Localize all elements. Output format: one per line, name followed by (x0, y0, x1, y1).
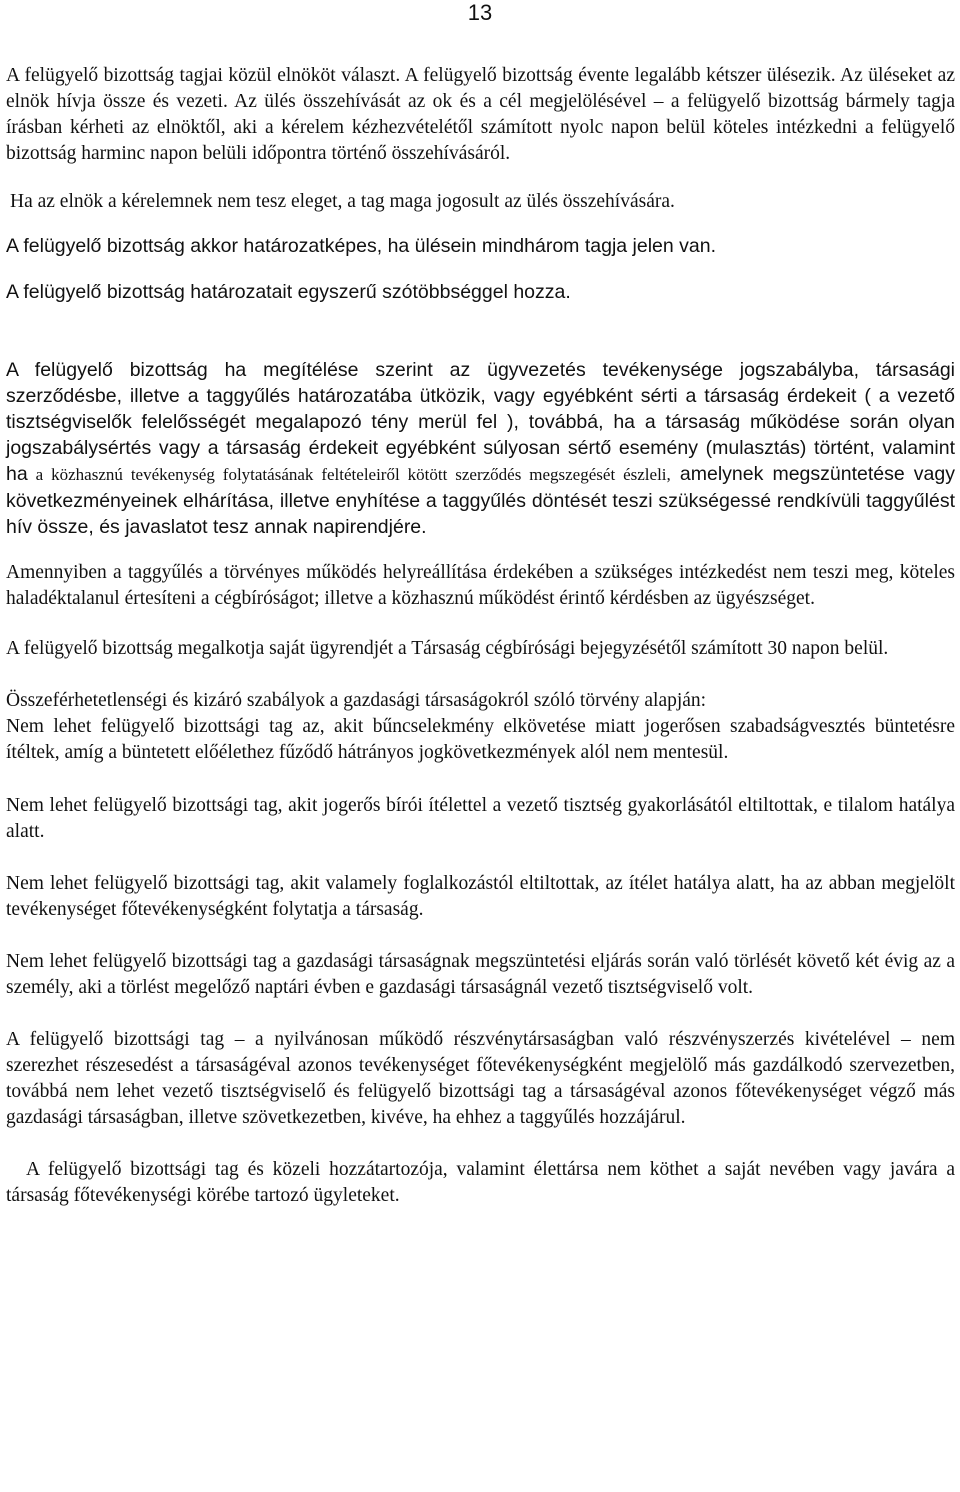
paragraph-chairman-election: A felügyelő bizottság tagjai közül elnököt választ. A felügyelő bizottság évente legalább kétszer ülésezik. Az üléseket az elnök hívja össze és vezeti. Az ülés összehívását az ok és a cél megjelölésével – a felügyelő bizottság bármely tagja írásban kérheti az elnöktől, aki a kérelem kézhezvételétől számított nyolc napon belül köteles intézkedni a felügyelő bizottság harminc napon belüli időpontra történő összehívásáról. (6, 65, 955, 164)
paragraph-quorum: A felügyelő bizottság akkor határozatképes, ha ülésein mindhárom tagja jelen van. (6, 235, 717, 257)
paragraph-member-convening: Ha az elnök a kérelemnek nem tesz eleget, a tag maga jogosult az ülés összehívására. (10, 191, 675, 212)
extraordinary-meeting-text-part1: A felügyelő bizottság ha megítélése szerint az ügyvezetés tevékenysége jogszabályba, társasági szerződésbe, illetve a taggyűlés határozatába ütközik, vagy egyébként sérti a társaság érdekeit ( a vezető tisztségviselők felelősségét megalapozó tény merül fel ), továbbá, ha a társaság működése során olyan jogszabálysértés vagy a társaság érdekeit egyébként súlyosan sértő esemény (mulasztás) történt, valamint ha (6, 359, 955, 485)
paragraph-rules-of-procedure: A felügyelő bizottság megalkotja saját ügyrendjét a Társaság cégbírósági bejegyzésétől számított 30 napon belül. (6, 638, 889, 659)
paragraph-deleted-company: Nem lehet felügyelő bizottsági tag a gazdasági társaságnak megszüntetési eljárás során való törlését követő két évig az a személy, aki a törlést megelőző naptári évben e gazdasági társaságnál vezető tisztségviselő volt. (6, 951, 955, 998)
incompatibility-criminal-record: Nem lehet felügyelő bizottsági tag az, akit bűncselekmény elkövetése miatt jogerősen szabadságvesztés büntetésre ítéltek, amíg a büntetett előélethez fűződő hátrányos jogkövetkezmények alól nem mentesül. (6, 716, 955, 763)
paragraph-majority-vote: A felügyelő bizottság határozatait egyszerű szótöbbséggel hozza. (6, 281, 571, 303)
page-number: 13 (467, 0, 493, 25)
extraordinary-meeting-text-part2: a közhasznú tevékenység folytatásának feltételeiről kötött szerződés megszegését észleli, (27, 465, 671, 484)
incompatibility-heading: Összeférhetetlenségi és kizáró szabályok a gazdasági társaságokról szóló törvény alapján: (6, 690, 707, 711)
paragraph-disqualified-executive: Nem lehet felügyelő bizottsági tag, akit jogerős bírói ítélettel a vezető tisztség gyakorlásától eltiltottak, e tilalom hatálya alatt. (6, 795, 955, 842)
paragraph-competing-interests: A felügyelő bizottsági tag – a nyilvánosan működő részvénytársaságban való részvényszerzés kivételével – nem szerezhet részesedést a társaságéval azonos tevékenységet főtevékenységként megjelölő más gazdálkodó szervezetben, továbbá nem lehet vezető tisztségviselő és felügyelő bizottsági tag a társaságéval azonos főtevékenységet végző más gazdasági társaságban, illetve szövetkezetben, kivéve, ha ehhez a taggyűlés hozzájárul. (6, 1029, 955, 1128)
paragraph-court-notification: Amennyiben a taggyűlés a törvényes működés helyreállítása érdekében a szükséges intézkedést nem teszi meg, köteles haladéktalanul értesíteni a cégbíróságot; illetve a közhasznú működést érintő kérdésben az ügyészséget. (6, 562, 955, 609)
paragraph-related-transactions: A felügyelő bizottsági tag és közeli hozzátartozója, valamint élettársa nem köthet a saját nevében vagy javára a társaság főtevékenységi körébe tartozó ügyleteket. (6, 1159, 955, 1206)
extraordinary-meeting-text-part3: amelynek megszüntetése vagy következményeinek elhárítása, illetve enyhítése a taggyűlés döntését teszi szükségessé rendkívüli taggyűlést hív össze, és javaslatot tesz annak napirendjére. (6, 463, 955, 538)
paragraph-incompatibility-rules (6, 688, 955, 766)
paragraph-occupation-ban: Nem lehet felügyelő bizottsági tag, akit valamely foglalkozástól eltiltottak, az ítélet hatálya alatt, ha az abban megjelölt tevékenységet főtevékenységként folytatja a társaság. (6, 873, 955, 920)
paragraph-extraordinary-meeting (6, 357, 955, 540)
document-body (6, 63, 955, 1209)
